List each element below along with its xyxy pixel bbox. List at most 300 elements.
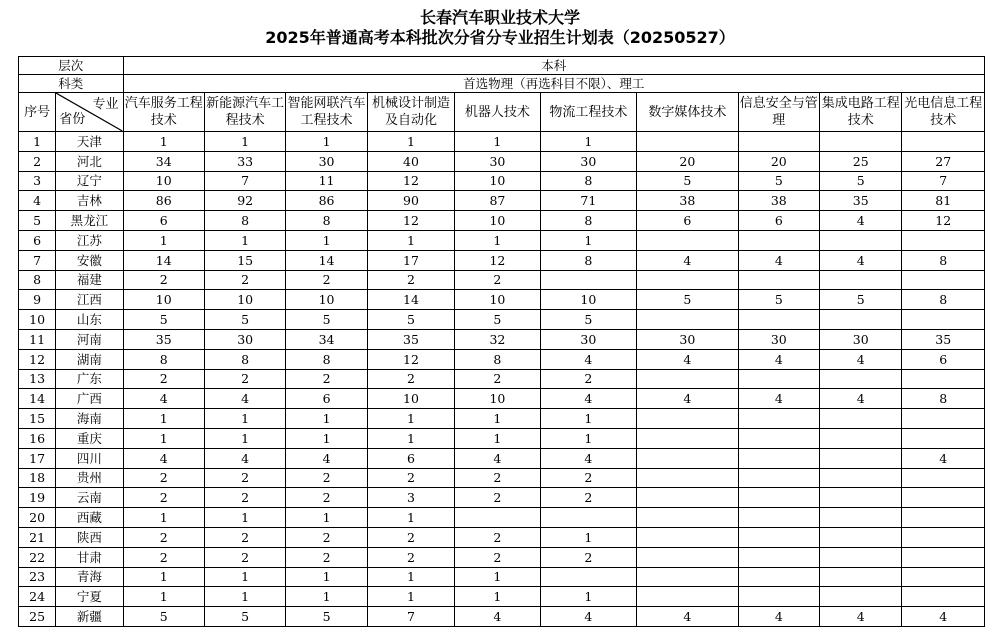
province-name: 河南 <box>56 329 123 349</box>
quota-cell: 2 <box>455 547 540 567</box>
quota-cell: 6 <box>637 211 739 231</box>
quota-cell: 1 <box>204 409 285 429</box>
quota-cell: 4 <box>540 607 636 627</box>
quota-cell <box>820 587 902 607</box>
quota-cell: 4 <box>123 389 204 409</box>
quota-cell: 1 <box>123 428 204 448</box>
row-index: 4 <box>19 191 56 211</box>
table-row <box>19 310 985 330</box>
quota-cell <box>738 508 819 528</box>
major-header: 光电信息工程技术 <box>902 93 985 132</box>
quota-cell: 4 <box>820 389 902 409</box>
quota-cell: 4 <box>204 448 285 468</box>
row-index: 2 <box>19 151 56 171</box>
row-index: 17 <box>19 448 56 468</box>
quota-cell: 11 <box>286 171 367 191</box>
quota-cell <box>738 428 819 448</box>
quota-cell <box>820 132 902 152</box>
quota-cell: 5 <box>123 607 204 627</box>
province-name: 甘肃 <box>56 547 123 567</box>
quota-cell: 4 <box>738 349 819 369</box>
quota-cell: 8 <box>540 171 636 191</box>
quota-cell: 20 <box>738 151 819 171</box>
quota-cell: 4 <box>455 607 540 627</box>
quota-cell: 2 <box>286 468 367 488</box>
level-label: 层次 <box>19 57 124 75</box>
major-header: 信息安全与管理 <box>738 93 819 132</box>
quota-cell: 1 <box>286 428 367 448</box>
quota-cell <box>637 468 739 488</box>
province-name: 陕西 <box>56 527 123 547</box>
quota-cell: 1 <box>367 567 454 587</box>
table-row <box>19 607 985 627</box>
province-name: 江苏 <box>56 230 123 250</box>
quota-cell <box>540 508 636 528</box>
quota-cell: 8 <box>455 349 540 369</box>
row-index: 25 <box>19 607 56 627</box>
quota-cell: 1 <box>204 508 285 528</box>
quota-cell: 5 <box>204 607 285 627</box>
row-index: 10 <box>19 310 56 330</box>
category-label: 科类 <box>19 75 124 93</box>
quota-cell: 5 <box>738 171 819 191</box>
table-row <box>19 488 985 508</box>
quota-cell: 10 <box>204 290 285 310</box>
corner-province-label: 省份 <box>59 112 86 127</box>
quota-cell: 5 <box>637 290 739 310</box>
quota-cell: 2 <box>123 547 204 567</box>
quota-cell: 5 <box>455 310 540 330</box>
quota-cell: 2 <box>286 270 367 290</box>
quota-cell: 6 <box>738 211 819 231</box>
quota-cell: 5 <box>820 290 902 310</box>
quota-cell <box>738 409 819 429</box>
quota-cell: 4 <box>540 448 636 468</box>
quota-cell: 15 <box>204 250 285 270</box>
quota-cell: 2 <box>455 369 540 389</box>
quota-cell: 7 <box>367 607 454 627</box>
quota-cell: 10 <box>455 389 540 409</box>
quota-cell: 4 <box>123 448 204 468</box>
quota-cell: 1 <box>367 508 454 528</box>
quota-cell: 35 <box>902 329 985 349</box>
table-body <box>19 132 985 627</box>
table-row <box>19 270 985 290</box>
quota-cell: 8 <box>540 211 636 231</box>
quota-cell: 8 <box>123 349 204 369</box>
row-index: 23 <box>19 567 56 587</box>
quota-cell <box>738 468 819 488</box>
quota-cell: 2 <box>367 468 454 488</box>
quota-cell <box>902 527 985 547</box>
quota-cell: 2 <box>123 369 204 389</box>
quota-cell: 1 <box>286 508 367 528</box>
quota-cell: 10 <box>455 171 540 191</box>
quota-cell: 25 <box>820 151 902 171</box>
quota-cell <box>637 132 739 152</box>
table-row <box>19 409 985 429</box>
quota-cell <box>738 270 819 290</box>
province-name: 广西 <box>56 389 123 409</box>
quota-cell: 38 <box>738 191 819 211</box>
quota-cell <box>902 468 985 488</box>
table-row <box>19 428 985 448</box>
quota-cell: 4 <box>637 607 739 627</box>
quota-cell <box>902 428 985 448</box>
quota-cell: 8 <box>902 250 985 270</box>
quota-cell: 2 <box>455 527 540 547</box>
quota-cell: 1 <box>123 409 204 429</box>
quota-cell: 38 <box>637 191 739 211</box>
table-row <box>19 230 985 250</box>
quota-cell: 1 <box>286 587 367 607</box>
province-name: 吉林 <box>56 191 123 211</box>
row-index: 12 <box>19 349 56 369</box>
quota-cell: 1 <box>367 428 454 448</box>
quota-cell: 1 <box>540 527 636 547</box>
quota-cell: 1 <box>455 587 540 607</box>
quota-cell: 5 <box>286 310 367 330</box>
table-row <box>19 211 985 231</box>
quota-cell: 1 <box>286 132 367 152</box>
province-name: 广东 <box>56 369 123 389</box>
quota-cell <box>637 488 739 508</box>
quota-cell: 2 <box>367 270 454 290</box>
quota-cell: 4 <box>820 250 902 270</box>
row-index: 7 <box>19 250 56 270</box>
quota-cell <box>820 310 902 330</box>
quota-cell: 1 <box>123 508 204 528</box>
quota-cell <box>637 547 739 567</box>
quota-cell: 4 <box>204 389 285 409</box>
quota-cell: 2 <box>204 488 285 508</box>
row-index: 3 <box>19 171 56 191</box>
row-index: 20 <box>19 508 56 528</box>
quota-cell: 2 <box>204 369 285 389</box>
quota-cell <box>637 508 739 528</box>
table-row <box>19 448 985 468</box>
province-name: 湖南 <box>56 349 123 369</box>
quota-cell: 1 <box>367 230 454 250</box>
quota-cell <box>820 448 902 468</box>
quota-cell <box>902 310 985 330</box>
quota-cell: 1 <box>123 567 204 587</box>
quota-cell: 2 <box>204 270 285 290</box>
quota-cell <box>738 369 819 389</box>
quota-cell: 4 <box>637 389 739 409</box>
quota-cell: 1 <box>540 230 636 250</box>
quota-cell: 30 <box>286 151 367 171</box>
quota-cell <box>902 488 985 508</box>
quota-cell: 1 <box>455 409 540 429</box>
row-index: 15 <box>19 409 56 429</box>
quota-cell: 1 <box>204 567 285 587</box>
province-name: 安徽 <box>56 250 123 270</box>
corner-major-label: 专业 <box>92 97 119 112</box>
table-row <box>19 151 985 171</box>
row-index: 1 <box>19 132 56 152</box>
quota-cell <box>738 230 819 250</box>
quota-cell: 4 <box>738 250 819 270</box>
quota-cell: 14 <box>367 290 454 310</box>
row-index: 9 <box>19 290 56 310</box>
quota-cell: 87 <box>455 191 540 211</box>
quota-cell: 10 <box>540 290 636 310</box>
row-index: 6 <box>19 230 56 250</box>
quota-cell: 12 <box>902 211 985 231</box>
quota-cell: 30 <box>820 329 902 349</box>
quota-cell: 71 <box>540 191 636 211</box>
quota-cell <box>820 567 902 587</box>
quota-cell: 4 <box>286 448 367 468</box>
quota-cell: 30 <box>455 151 540 171</box>
quota-cell: 1 <box>123 230 204 250</box>
quota-cell: 2 <box>286 527 367 547</box>
quota-cell <box>902 369 985 389</box>
table-row <box>19 132 985 152</box>
quota-cell <box>902 132 985 152</box>
table-row <box>19 567 985 587</box>
province-name: 福建 <box>56 270 123 290</box>
quota-cell: 92 <box>204 191 285 211</box>
quota-cell: 2 <box>367 527 454 547</box>
province-name: 西藏 <box>56 508 123 528</box>
table-row <box>19 468 985 488</box>
quota-cell <box>820 488 902 508</box>
quota-cell <box>820 409 902 429</box>
quota-cell <box>820 547 902 567</box>
quota-cell: 4 <box>820 349 902 369</box>
quota-cell: 5 <box>123 310 204 330</box>
quota-cell: 1 <box>204 132 285 152</box>
quota-cell <box>902 230 985 250</box>
quota-cell: 1 <box>367 587 454 607</box>
quota-cell: 81 <box>902 191 985 211</box>
quota-cell: 30 <box>540 329 636 349</box>
quota-cell: 2 <box>455 468 540 488</box>
row-index: 11 <box>19 329 56 349</box>
quota-cell: 1 <box>455 132 540 152</box>
quota-cell: 6 <box>902 349 985 369</box>
quota-cell: 2 <box>204 527 285 547</box>
quota-cell: 3 <box>367 488 454 508</box>
corner-header <box>56 93 123 132</box>
quota-cell <box>738 567 819 587</box>
quota-cell: 30 <box>738 329 819 349</box>
quota-cell: 2 <box>540 547 636 567</box>
quota-cell: 12 <box>367 349 454 369</box>
quota-cell: 2 <box>455 270 540 290</box>
quota-cell: 30 <box>204 329 285 349</box>
table-row <box>19 527 985 547</box>
quota-cell: 30 <box>637 329 739 349</box>
quota-cell: 1 <box>204 230 285 250</box>
row-index: 16 <box>19 428 56 448</box>
quota-cell: 6 <box>123 211 204 231</box>
quota-cell: 1 <box>286 567 367 587</box>
quota-cell: 1 <box>367 132 454 152</box>
quota-cell <box>820 508 902 528</box>
quota-cell <box>820 527 902 547</box>
row-index: 18 <box>19 468 56 488</box>
quota-cell <box>738 587 819 607</box>
category-value: 首选物理（再选科目不限）、理工 <box>123 75 984 93</box>
quota-cell: 12 <box>367 171 454 191</box>
quota-cell <box>902 567 985 587</box>
quota-cell: 34 <box>286 329 367 349</box>
quota-cell <box>637 428 739 448</box>
quota-cell: 12 <box>455 250 540 270</box>
quota-cell: 8 <box>902 389 985 409</box>
quota-cell: 8 <box>902 290 985 310</box>
quota-cell <box>637 230 739 250</box>
table-row <box>19 389 985 409</box>
quota-cell: 17 <box>367 250 454 270</box>
quota-cell: 4 <box>540 389 636 409</box>
quota-cell <box>820 270 902 290</box>
quota-cell: 12 <box>367 211 454 231</box>
quota-cell: 10 <box>455 211 540 231</box>
quota-cell: 1 <box>455 230 540 250</box>
quota-cell: 2 <box>455 488 540 508</box>
table-row <box>19 587 985 607</box>
quota-cell: 10 <box>367 389 454 409</box>
major-header: 集成电路工程技术 <box>820 93 902 132</box>
quota-cell: 8 <box>286 211 367 231</box>
quota-cell <box>637 369 739 389</box>
quota-cell <box>637 527 739 547</box>
quota-cell <box>540 567 636 587</box>
quota-cell: 5 <box>820 171 902 191</box>
index-header: 序号 <box>19 93 56 132</box>
quota-cell: 4 <box>637 250 739 270</box>
quota-cell <box>637 567 739 587</box>
province-name: 山东 <box>56 310 123 330</box>
quota-cell <box>902 409 985 429</box>
quota-cell: 35 <box>367 329 454 349</box>
quota-cell: 8 <box>286 349 367 369</box>
quota-cell: 10 <box>455 290 540 310</box>
row-index: 24 <box>19 587 56 607</box>
table-row <box>19 349 985 369</box>
quota-cell: 35 <box>820 191 902 211</box>
quota-cell: 10 <box>286 290 367 310</box>
quota-cell: 1 <box>540 587 636 607</box>
quota-cell: 1 <box>286 230 367 250</box>
quota-cell <box>455 508 540 528</box>
table-row <box>19 290 985 310</box>
major-header: 物流工程技术 <box>540 93 636 132</box>
quota-cell: 7 <box>204 171 285 191</box>
quota-cell: 86 <box>123 191 204 211</box>
quota-cell: 4 <box>738 607 819 627</box>
enrollment-plan-table <box>18 56 985 627</box>
quota-cell: 2 <box>123 488 204 508</box>
quota-cell: 2 <box>540 468 636 488</box>
quota-cell: 14 <box>286 250 367 270</box>
quota-cell: 35 <box>123 329 204 349</box>
major-header: 机器人技术 <box>455 93 540 132</box>
quota-cell <box>738 132 819 152</box>
quota-cell: 8 <box>540 250 636 270</box>
quota-cell <box>820 468 902 488</box>
province-name: 贵州 <box>56 468 123 488</box>
quota-cell: 5 <box>637 171 739 191</box>
quota-cell: 10 <box>123 290 204 310</box>
document-title: 长春汽车职业技术大学 <box>419 8 580 27</box>
quota-cell: 4 <box>455 448 540 468</box>
quota-cell: 34 <box>123 151 204 171</box>
major-header: 数字媒体技术 <box>637 93 739 132</box>
quota-cell: 2 <box>286 547 367 567</box>
quota-cell <box>738 448 819 468</box>
quota-cell <box>820 230 902 250</box>
quota-cell: 8 <box>204 349 285 369</box>
quota-cell <box>820 428 902 448</box>
quota-cell: 5 <box>204 310 285 330</box>
quota-cell <box>820 369 902 389</box>
quota-cell: 4 <box>540 349 636 369</box>
quota-cell: 8 <box>204 211 285 231</box>
quota-cell: 2 <box>367 369 454 389</box>
province-name: 河北 <box>56 151 123 171</box>
province-name: 重庆 <box>56 428 123 448</box>
quota-cell: 2 <box>367 547 454 567</box>
quota-cell: 5 <box>286 607 367 627</box>
quota-cell: 1 <box>123 587 204 607</box>
quota-cell: 1 <box>540 428 636 448</box>
quota-cell: 33 <box>204 151 285 171</box>
quota-cell: 4 <box>738 389 819 409</box>
table-row <box>19 191 985 211</box>
row-index: 19 <box>19 488 56 508</box>
quota-cell: 90 <box>367 191 454 211</box>
row-index: 8 <box>19 270 56 290</box>
quota-cell <box>738 310 819 330</box>
quota-cell: 2 <box>204 468 285 488</box>
quota-cell: 4 <box>902 448 985 468</box>
quota-cell: 1 <box>367 409 454 429</box>
quota-cell <box>902 270 985 290</box>
quota-cell: 27 <box>902 151 985 171</box>
quota-cell <box>902 508 985 528</box>
quota-cell: 1 <box>540 409 636 429</box>
province-name: 宁夏 <box>56 587 123 607</box>
quota-cell <box>902 587 985 607</box>
quota-cell <box>637 448 739 468</box>
row-index: 22 <box>19 547 56 567</box>
major-header: 新能源汽车工程技术 <box>204 93 285 132</box>
quota-cell: 4 <box>637 349 739 369</box>
quota-cell: 2 <box>540 488 636 508</box>
quota-cell: 1 <box>455 428 540 448</box>
table-row <box>19 547 985 567</box>
major-header: 机械设计制造及自动化 <box>367 93 454 132</box>
province-name: 天津 <box>56 132 123 152</box>
table-row <box>19 369 985 389</box>
row-index: 13 <box>19 369 56 389</box>
province-name: 云南 <box>56 488 123 508</box>
quota-cell: 5 <box>540 310 636 330</box>
quota-cell: 4 <box>902 607 985 627</box>
quota-cell: 1 <box>204 428 285 448</box>
quota-cell <box>637 587 739 607</box>
table-row <box>19 329 985 349</box>
quota-cell: 20 <box>637 151 739 171</box>
major-header: 智能网联汽车工程技术 <box>286 93 367 132</box>
row-index: 5 <box>19 211 56 231</box>
quota-cell: 32 <box>455 329 540 349</box>
